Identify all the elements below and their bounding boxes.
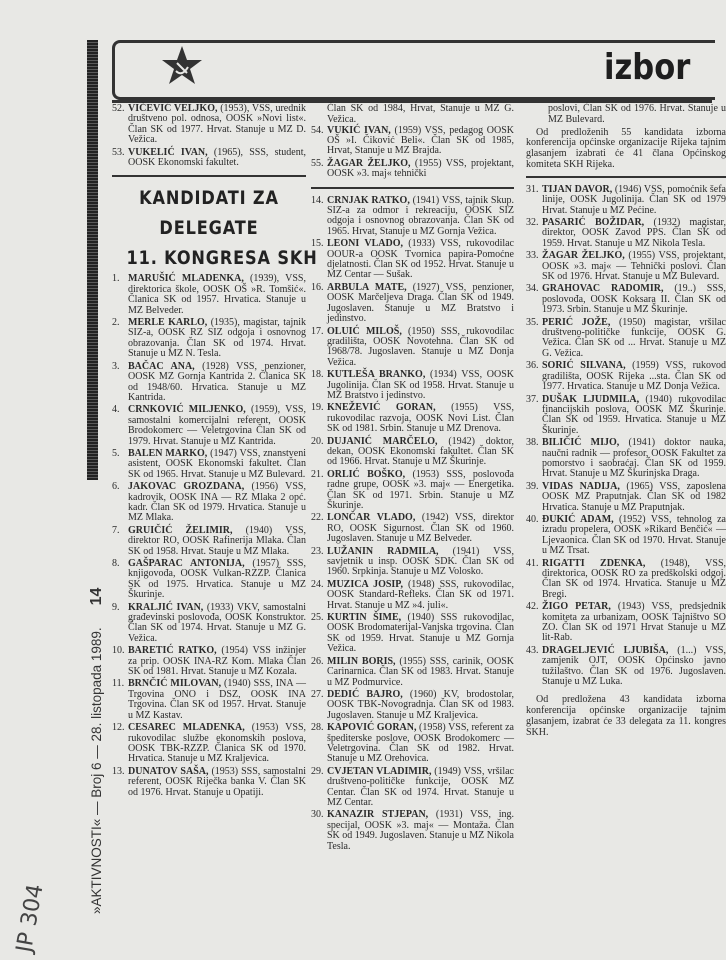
entry-number: 53. — [112, 146, 125, 158]
candidate-name: MILIN BORIS, — [327, 655, 396, 667]
candidate-name: ŽAGAR ŽELJKO, — [327, 157, 411, 169]
candidate-name: DUNATOV SAŠA, — [128, 765, 209, 777]
entry-number: 20. — [311, 435, 324, 447]
candidate-details: (1928) VSS, penzioner, OOSK MZ Gornja Kantrida 2. Članica SK od 1948/60. Hrvatica. Stanuje u MZ Kantrida. — [128, 360, 306, 403]
candidate-name: GRUIČIĆ ŽELIMIR, — [128, 524, 233, 536]
entry-number: 19. — [311, 402, 324, 414]
candidate-entry — [311, 613, 514, 655]
candidate-entry — [526, 218, 726, 249]
candidate-details: (1950) magistar, vršilac društveno-političke funkcije, OOSK G. Vežica. Član SK od ... Hrvat. Stanuje u MZ G. Vežica. — [542, 316, 726, 359]
candidate-name: ORLIĆ BOŠKO, — [327, 468, 406, 480]
page-number: 14 — [88, 587, 105, 606]
entry-number: 25. — [311, 612, 324, 624]
candidate-entry — [112, 723, 306, 765]
entry-number: 22. — [311, 512, 324, 524]
candidate-name: PERIĆ JOŽE, — [542, 316, 611, 328]
candidate-entry — [526, 251, 726, 282]
candidate-entry — [311, 513, 514, 544]
candidate-name: LEONI VLADO, — [327, 238, 403, 250]
candidate-entry — [112, 449, 306, 480]
entry-number: 54. — [311, 124, 324, 136]
candidate-name: VUKELIĆ IVAN, — [128, 146, 208, 158]
candidate-name: KAPOVIĆ GORAN, — [327, 722, 417, 734]
candidate-name: ŽAGAR ŽELJKO, — [542, 250, 625, 262]
entry-number: 17. — [311, 325, 324, 337]
entry-number: 12. — [112, 722, 125, 734]
candidate-details: (1933) VSS, rukovodilac OOUR-a OOSK Tvornica papira-Pomoćne djelatnosti. Član SK od 1952. Hrvat. Stanuje u MZ Centar — Sušak. — [327, 238, 514, 281]
publication-footer — [88, 504, 106, 914]
candidate-details: (1960) KV, brodostolar, OOSK TBK-Novogradnja. Član SK od 1983. Jugoslaven. Stanuje u MZ Kraljevica. — [327, 688, 514, 721]
entry-number: 8. — [112, 558, 120, 569]
entry-number: 5. — [112, 447, 120, 459]
column-2 — [311, 104, 514, 854]
candidate-details: (1953) VSS, rukovodilac službe ekonomskih poslova, OOSK TBK-RZZP. Članica SK od 1970. Hrvatica. Stanuje u MZ Kraljevica. — [128, 722, 307, 765]
entry-number: 29. — [311, 765, 324, 777]
candidate-name: GAŠPARAC ANTONIJA, — [128, 558, 245, 569]
candidate-details: (1940) SSS rukovodilac, OOSK Brodomaterijal-Vanjska trgovina. Član SK od 1959. Hrvat. Stanuje u MZ Gornja Vežica. — [327, 612, 515, 655]
candidate-name: ĐUKIĆ ADAM, — [542, 513, 614, 525]
candidate-entry — [526, 646, 726, 688]
entry-number: 34. — [526, 283, 539, 295]
candidate-entry — [526, 559, 726, 601]
entry-number: 24. — [311, 578, 324, 590]
red-star-hammer-sickle-icon — [160, 44, 204, 88]
candidate-name: CRNJAK RATKO, — [327, 194, 410, 206]
entry-number: 7. — [112, 524, 120, 536]
entry-number: 23. — [311, 545, 324, 557]
candidate-entry — [311, 159, 514, 180]
entry-number: 3. — [112, 360, 120, 372]
candidate-name: VIDAS NADIJA, — [542, 480, 620, 492]
entry-number: 42. — [526, 601, 539, 613]
candidate-details: (1955) SSS, carinik, OOSK Carinarnica. Član SK od 1983. Hrvat. Stanuje u MZ Podmurvice. — [327, 655, 514, 688]
candidate-entry — [311, 723, 514, 765]
candidate-name: OLUIĆ MILOŠ, — [327, 325, 402, 337]
entry-number: 35. — [526, 316, 539, 328]
candidate-entry — [112, 104, 306, 146]
candidate-name: KANAZIR STJEPAN, — [327, 809, 429, 821]
candidate-details: (1941) VSS, tajnik Skup. SIZ-a za odmor i rekreaciju, OOSK SIZ odgoja i osnovnog obrazovanja. Član SK od 1965. Hrvat, Stanuje u MZ Gornja Vežica. — [327, 194, 514, 237]
candidate-entry — [311, 547, 514, 578]
entry-number: 13. — [112, 765, 125, 777]
candidate-details: (1941) VSS, savjetnik u insp. OOSK SDK. Član SK od 1960. Srpkinja. Stanuje u MZ Volosko. — [327, 545, 514, 578]
candidate-details: (1941) doktor nauka, naučni radnik — profesor, OOSK Fakultet za pomorstvo i saobraćaj. Član SK od 1959. Hrvat. Stanuje u MZ Škurinjska Draga. — [542, 437, 726, 480]
candidate-details: (1947) VSS, znanstveni asistent, OOSK Ekonomski fakultet. Član SK od 1965. Hrvat. Stanuje u MZ Bulevard. — [128, 447, 306, 480]
candidate-details: (1953) SSS, samostalni referent, OOSK Riječka banka V. Član SK od 1976. Hrvat. Stanuje u Opatiji. — [128, 765, 306, 798]
candidate-entry — [526, 482, 726, 513]
continuation-text: poslovi, Član SK od 1976. Hrvat. Stanuje u MZ Bulevard. — [548, 103, 726, 125]
handwritten-note: JP 304 — [12, 882, 49, 955]
candidate-name: ARBULA MATE, — [327, 281, 407, 293]
candidate-entry — [526, 284, 726, 315]
candidate-entry — [112, 318, 306, 360]
candidate-details: (1935), magistar, tajnik SIZ-a, OOSK RZ SIZ odgoja i osnovnog obrazovanja. Član SK od 1974. Hrvat. Stanuje u MZ N. Tesla. — [128, 317, 306, 360]
candidate-details: (1965) VSS, zaposlena OOSK MZ Praputnjak. Član SK od 1982 Hrvatica. Stanuje u MZ Praputnjak. — [542, 480, 726, 513]
candidate-details: (1959) VSS, pedagog OOSK OŠ »I. Čiković Beli«. Član SK od 1985, Hrvat, Stanuje u MZ Brajda. — [327, 124, 514, 157]
candidate-entry — [112, 526, 306, 557]
candidate-details: (1952) VSS, tehnolog za izradu propelera, OOSK »Rikard Benčić« — Ljevaonica. Član SK od 1970. Hrvat. Stanuje u MZ Trsat. — [542, 513, 726, 557]
candidate-details: (1965), SSS, student, OOSK Ekonomski fakultet. — [128, 146, 306, 169]
entry-number: 16. — [311, 281, 324, 293]
entry-number: 28. — [311, 722, 324, 734]
candidate-details: (1955) VSS, projektant, OOSK »3. maj« — Tehnički poslovi. Član SK od 1976. Hrvat. Stanuje u MZ Bulevard. — [542, 250, 726, 283]
candidate-details: (1942) VSS, direktor RO, OOSK Sigurnost. Član SK od 1960. Jugoslaven. Stanuje u MZ Belveder. — [327, 512, 514, 545]
entry-number: 14. — [311, 194, 324, 206]
entry-number: 26. — [311, 655, 324, 667]
right-column — [520, 0, 726, 960]
candidate-name: DUJANIĆ MARČELO, — [327, 435, 438, 447]
candidate-entry — [311, 810, 514, 852]
candidate-name: CVJETAN VLADIMIR, — [327, 765, 432, 777]
candidate-details: (1939), VSS, direktorica škole, OOSK OŠ »R. Tomšić«. Članica SK od 1957. Hrvatica. Stanuje u MZ Belveder. — [128, 273, 306, 316]
entry-number: 30. — [311, 809, 324, 821]
candidate-details: (1953), VSS, urednik društveno pol. odnosa, OOSK »Novi list«. Član SK od 1977. Hrvat. Stanuje u MZ D. Vežica. — [128, 103, 307, 146]
candidate-entry — [311, 767, 514, 809]
section-title: izbor — [604, 47, 691, 88]
candidate-name: KNEŽEVIĆ GORAN, — [327, 402, 436, 414]
entry-number: 33. — [526, 250, 539, 262]
candidate-details: (1940) VSS, direktor RO, OOSK Rafinerija Mlaka. Član SK od 1958. Hrvat. Stauje u MZ Mlaka. — [128, 524, 307, 557]
candidate-details: (1931) VSS, ing. specijal, OOSK »3. maj« — Montaža. Član SK od 1949. Jugoslaven. Stanuje u MZ Nikola Tesla. — [327, 809, 515, 852]
candidate-name: BAČAC ANA, — [128, 360, 195, 372]
candidate-entry — [112, 148, 306, 169]
candidate-entry — [526, 185, 726, 216]
entry-number: 15. — [311, 238, 324, 250]
candidate-name: KURTIN ŠIME, — [327, 612, 402, 624]
candidate-name: KRALJIĆ IVAN, — [128, 601, 204, 613]
candidate-entry — [311, 370, 514, 401]
heading-line-3: 11. KONGRESA SKH — [126, 247, 318, 270]
candidate-entry — [112, 679, 306, 721]
entry-number: 27. — [311, 688, 324, 700]
candidate-entry — [112, 274, 306, 316]
entry-number: 9. — [112, 601, 120, 613]
candidate-entry — [311, 403, 514, 434]
candidate-name: BARETIĆ RATKO, — [128, 645, 217, 657]
candidate-details: (1957) SSS, knjigovođa, OOSK Vulkan-RZZP. Članica SK od 1975. Hrvatica. Stanuje u MZ Škurinje. — [128, 558, 306, 601]
candidate-name: CESAREC MLADENKA, — [128, 722, 245, 734]
candidate-details: (1933) VKV, samostalni građevinski poslovođa, OOSK Konstruktor. Član SK od 1974. Hrvat. Stanuje u MZ G. Vežica. — [128, 601, 306, 644]
candidate-entry — [526, 515, 726, 557]
candidate-name: JAKOVAC GROZDANA, — [128, 481, 245, 493]
candidate-name: KUTLEŠA BRANKO, — [327, 369, 426, 381]
candidate-details: (1958) VSS, referent za špediterske poslove, OOSK Brodokomerc — Veletrgovina. Član SK od 1982. Hrvat. Stanuje u MZ Orehovica. — [327, 722, 514, 765]
candidate-entry — [311, 690, 514, 721]
candidate-name: BILIČIĆ MIJO, — [542, 437, 620, 449]
candidate-name: LONČAR VLADO, — [327, 512, 416, 524]
candidate-details: (19..) SSS, poslovođa, OOSK Koksara II. Član SK od 1973. Srbin. Stanuje u MZ Škurinje. — [542, 283, 726, 316]
entry-number: 6. — [112, 481, 120, 493]
candidate-details: (1955) VSS, rukovodilac razvoja, OOSK Novi List. Član SK od 1981. Srbin. Stanuje u MZ Drenova. — [327, 402, 514, 435]
candidate-details: (1948) SSS, rukovodilac, OOSK Standard-Refleks. Član SK od 1971. Hrvat. Stanuje u MZ »4. juli«. — [327, 578, 514, 611]
entry-number: 41. — [526, 557, 539, 569]
decorative-side-bar — [87, 40, 98, 480]
candidate-details: (1954) VSS inžinjer za prip. OOSK INA-RZ Kom. Mlaka Član SK od 1981. Hrvat. Stanuje u MZ Kozala. — [128, 645, 306, 678]
candidate-entry — [526, 395, 726, 437]
candidate-name: MERLE KARLO, — [128, 317, 208, 329]
candidate-name: BALEN MARKO, — [128, 447, 208, 459]
candidate-name: RIGATTI ZDENKA, — [542, 557, 646, 569]
candidate-name: LUŽANIN RADMILA, — [327, 545, 439, 557]
candidate-entry — [526, 438, 726, 480]
candidate-details: (1956) VSS, kadrovik, OOSK INA — RZ Mlaka 2 opć. kadr. Član SK od 1979. Hrvatica. Stanuje u MZ Mlaka. — [128, 481, 306, 524]
candidate-name: GRAHOVAC RADOMIR, — [542, 283, 664, 295]
candidate-details: (1959) VSS, rukovod gradilišta, OOSK Rijeka ...sta. Član SK od 1977. Hrvatica. Stanuje u MZ Donja Vežica. — [542, 360, 726, 393]
entry-number: 38. — [526, 437, 539, 449]
candidate-details: (1946) VSS, pomoćnik šefa linije, OOSK Jugolinija. Član SK od 1979 Hrvat. Stanuje u MZ Pećine. — [542, 183, 726, 216]
candidate-details: (1948), VSS, direktorica, OOSK RO za predškolski odgoj. Član SK od 1974. Hrvatica. Stanuje u MZ Bregi. — [542, 557, 726, 600]
candidate-name: SORIĆ SILVANA, — [542, 360, 626, 372]
candidate-entry — [311, 437, 514, 468]
divider — [112, 175, 306, 177]
candidate-name: DEDIĆ BAJRO, — [327, 688, 403, 700]
entry-number: 36. — [526, 360, 539, 372]
candidate-name: VUKIĆ IVAN, — [327, 124, 391, 136]
entry-number: 18. — [311, 369, 324, 381]
entry-number: 4. — [112, 404, 120, 416]
candidate-entry — [311, 657, 514, 688]
candidate-entry — [112, 603, 306, 645]
entry-number: 52. — [112, 103, 125, 114]
candidate-details: (1959), VSS, samostalni komercijalni referent, OOSK Brodokomerc — Veletrgovina Član SK od 1979. Hrvat. Stanuje u MZ Kantrida. — [128, 404, 306, 447]
candidate-entry — [311, 327, 514, 369]
entry-number: 40. — [526, 513, 539, 525]
entry-number: 2. — [112, 317, 120, 329]
candidate-entry — [526, 602, 726, 644]
candidate-details: (1940) SSS, INA — Trgovina ONO i DSZ, OOSK INA Trgovina. Član SK od 1957. Hrvat. Stanuje u MZ Kastav. — [128, 678, 306, 721]
entry-number: 39. — [526, 480, 539, 492]
candidate-entry — [112, 405, 306, 447]
candidate-entry — [311, 196, 514, 238]
candidate-name: CRNKOVIĆ MILJENKO, — [128, 404, 246, 416]
candidate-name: MARUŠIĆ MLADENKA, — [128, 273, 244, 285]
heading-line-2: DELEGATE — [159, 217, 259, 240]
candidate-name: DUŠAK LJUDMILA, — [542, 393, 640, 405]
entry-number: 10. — [112, 645, 125, 657]
entry-number: 32. — [526, 217, 539, 228]
candidate-name: PASARIĆ BOŽIDAR, — [542, 217, 645, 228]
candidate-entry — [526, 318, 726, 360]
candidate-details: (1940) rukovodilac financijskih poslova, OOSK MZ Škurinje. Član SK od 1959. Hrvatica. Stanuje u MZ Škurinje. — [542, 393, 726, 436]
continuation-text: Član SK od 1984, Hrvat, Stanuje u MZ G. Vežica. — [327, 103, 514, 125]
candidate-details: (1955) VSS, projektant, OOSK »3. maj« tehnički — [327, 157, 514, 180]
candidate-name: BRNČIĆ MILOVAN, — [128, 678, 222, 690]
candidate-entry — [311, 126, 514, 157]
candidate-details: (1932) magistar, direktor, OOSK Zavod PPS. Član SK od 1959. Hrvat. Stanuje u MZ Nikola Tesla. — [542, 217, 726, 249]
entry-number: 37. — [526, 393, 539, 405]
candidate-name: VIČEVIĆ VELJKO, — [128, 103, 218, 114]
candidate-entry — [311, 470, 514, 512]
entry-number: 31. — [526, 183, 539, 195]
candidate-details: (1927) VSS, penzioner, OOSK Marčeljeva Draga. Član SK od 1949. Jugoslaven. Stanuje u MZ Bratstvo i jedinstvo. — [327, 281, 514, 325]
candidate-entry — [311, 239, 514, 281]
candidate-details: (1949) VSS, vršilac društveno-političke funkcije, OOSK MZ Centar. Član SK od 1974. Hrvat. Stanuje u MZ Centar. — [327, 765, 514, 808]
candidate-name: ŽIGO PETAR, — [542, 601, 611, 613]
candidate-details: (1943) VSS, predsjednik komiteta za urbanizam, OOSK Tajništvo SO ZO. Član SK od 1971 Hrvat Stanuje u MZ lit-Rab. — [542, 601, 726, 644]
candidate-name: DRAGELJEVIĆ LJUBIŠA, — [542, 644, 669, 656]
candidate-name: TIJAN DAVOR, — [542, 183, 613, 195]
candidate-entry — [112, 559, 306, 601]
divider — [526, 176, 726, 178]
candidate-entry — [311, 283, 514, 325]
candidate-entry — [112, 482, 306, 524]
entry-number: 1. — [112, 273, 120, 285]
candidate-details: (1942) doktor, dekan, OOSK Ekonomski fakultet. Član SK od 1966. Hrvat. Stanuje u MZ Škurinje. — [327, 435, 514, 468]
publication-info: »AKTIVNOSTI« — Broj 6 — 28. listopada 1989. — [89, 627, 104, 914]
candidate-name: MUZICA JOSIP, — [327, 578, 403, 590]
entry-number: 11. — [112, 678, 125, 690]
closing-paragraph: Od predložena 43 kandidata izborna konferencija općinske organizacije tajnim glasanjem, izabrat će 33 delegata za 11. kongres SKH. — [526, 694, 726, 738]
candidate-details: (1...) VSS, zamjenik OJT, OOSK Općinsko javno tužilaštvo. Član SK od 1976. Jugoslaven. Stanuje u MZ Luka. — [542, 644, 726, 688]
candidate-details: (1950) SSS, rukovodilac gradilišta, OOSK Novotehna. Član SK od 1968/78. Jugoslaven. Stanuje u MZ Donja Vežica. — [327, 325, 515, 368]
entry-number: 21. — [311, 468, 324, 480]
candidate-details: (1953) SSS, poslovođa radne grupe, OOSK »3. maj« — Energetika. Član SK od 1971. Srbin. Stanuje u MZ Škurinje. — [327, 468, 514, 511]
candidate-entry — [311, 580, 514, 611]
entry-number: 55. — [311, 157, 324, 169]
candidate-details: (1934) VSS, OOSK Jugolinija. Član SK od 1958. Hrvat. Stanuje u MZ Bratstvo i jedinstvo. — [327, 369, 514, 401]
candidate-entry — [112, 767, 306, 798]
candidate-entry — [526, 361, 726, 392]
entry-number: 43. — [526, 644, 539, 656]
intro-paragraph: Od predloženih 55 kandidata izborna konferencija općinske organizacije Rijeka tajnim glasanjem izabrati će 41 člana Općinskog komiteta SKH Rijeka. — [526, 126, 726, 170]
candidate-entry — [112, 362, 306, 404]
divider — [311, 187, 514, 189]
candidate-entry — [112, 646, 306, 677]
heading-line-1: KANDIDATI ZA — [139, 187, 279, 210]
